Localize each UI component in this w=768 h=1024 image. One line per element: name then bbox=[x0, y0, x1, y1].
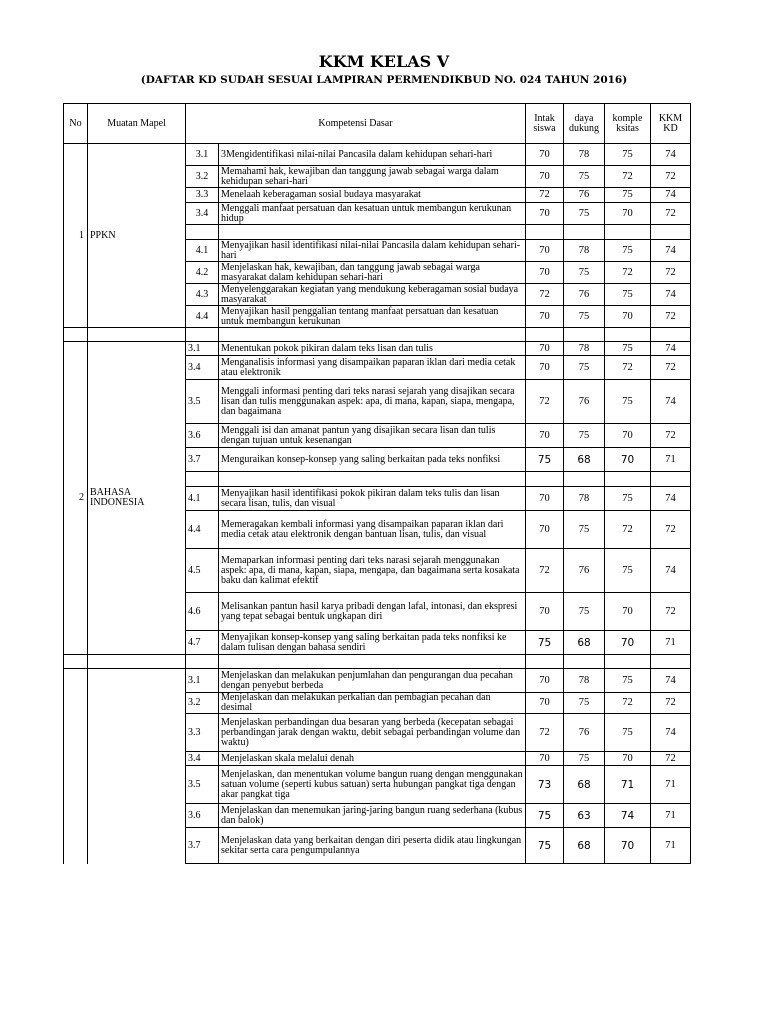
kd-description bbox=[219, 472, 526, 487]
kompleksitas-value: 75 bbox=[605, 669, 651, 693]
kd-description: Menyelenggarakan kegiatan yang mendukung keberagaman sosial budaya masyarakat bbox=[219, 284, 526, 306]
kkm-value: 74 bbox=[651, 188, 691, 203]
empty-cell bbox=[564, 328, 605, 342]
kkm-value: 74 bbox=[651, 487, 691, 511]
separator-row bbox=[64, 328, 691, 342]
kompleksitas-value bbox=[605, 225, 651, 240]
intake-value: 70 bbox=[526, 487, 564, 511]
table-row bbox=[64, 669, 691, 693]
kd-code: 4.1 bbox=[186, 487, 219, 511]
kd-code: 4.4 bbox=[186, 306, 219, 328]
kd-code: 3.1 bbox=[186, 144, 219, 166]
kd-description: Menjelaskan dan melakukan penjumlahan dan pengurangan dua pecahan dengan penyebut berbeda bbox=[219, 669, 526, 693]
kd-description: Menganalisis informasi yang disampaikan paparan iklan dari media cetak atau elektronik bbox=[219, 356, 526, 380]
kd-code: 3.1 bbox=[186, 342, 219, 356]
header-daya-dukung: daya dukung bbox=[564, 104, 605, 144]
kompleksitas-value: 71 bbox=[605, 766, 651, 804]
kd-code: 3.5 bbox=[186, 766, 219, 804]
kompleksitas-value: 72 bbox=[605, 511, 651, 549]
empty-cell bbox=[186, 328, 219, 342]
daya-dukung-value: 75 bbox=[564, 306, 605, 328]
daya-dukung-value: 78 bbox=[564, 240, 605, 262]
kkm-value: 72 bbox=[651, 593, 691, 631]
kkm-value: 71 bbox=[651, 631, 691, 655]
kd-code: 3.3 bbox=[186, 188, 219, 203]
kkm-value: 71 bbox=[651, 766, 691, 804]
kompleksitas-value: 72 bbox=[605, 166, 651, 188]
kd-code: 3.6 bbox=[186, 424, 219, 448]
kompleksitas-value: 75 bbox=[605, 144, 651, 166]
daya-dukung-value: 75 bbox=[564, 424, 605, 448]
kd-code: 3.4 bbox=[186, 752, 219, 766]
kd-description: 3Mengidentifikasi nilai-nilai Pancasila dalam kehidupan sehari-hari bbox=[219, 144, 526, 166]
intake-value bbox=[526, 225, 564, 240]
empty-cell bbox=[64, 655, 88, 669]
kd-description: Menggali isi dan amanat pantun yang disajikan secara lisan dan tulis dengan tujuan untuk kesenangan bbox=[219, 424, 526, 448]
intake-value: 70 bbox=[526, 356, 564, 380]
kd-code: 4.5 bbox=[186, 549, 219, 593]
intake-value: 72 bbox=[526, 549, 564, 593]
kompleksitas-value: 72 bbox=[605, 356, 651, 380]
kkm-value: 74 bbox=[651, 284, 691, 306]
kompleksitas-value: 75 bbox=[605, 714, 651, 752]
header-no: No bbox=[64, 104, 88, 144]
intake-value: 70 bbox=[526, 752, 564, 766]
kd-code: 4.4 bbox=[186, 511, 219, 549]
kompleksitas-value: 70 bbox=[605, 306, 651, 328]
daya-dukung-value: 75 bbox=[564, 593, 605, 631]
kd-code bbox=[186, 225, 219, 240]
kkm-value: 72 bbox=[651, 306, 691, 328]
kd-description: Menjelaskan skala melalui denah bbox=[219, 752, 526, 766]
kd-description: Menyajikan hasil penggalian tentang manfaat persatuan dan kesatuan untuk membangun kerukunan bbox=[219, 306, 526, 328]
daya-dukung-value: 78 bbox=[564, 342, 605, 356]
daya-dukung-value: 76 bbox=[564, 188, 605, 203]
kompleksitas-value: 70 bbox=[605, 828, 651, 864]
intake-value: 75 bbox=[526, 804, 564, 828]
kkm-value bbox=[651, 472, 691, 487]
kompleksitas-value: 72 bbox=[605, 693, 651, 714]
kompleksitas-value: 75 bbox=[605, 284, 651, 306]
daya-dukung-value: 68 bbox=[564, 828, 605, 864]
intake-value: 72 bbox=[526, 188, 564, 203]
kd-code: 3.4 bbox=[186, 356, 219, 380]
kompleksitas-value bbox=[605, 472, 651, 487]
empty-cell bbox=[186, 655, 219, 669]
kkm-value: 72 bbox=[651, 356, 691, 380]
kd-code: 3.2 bbox=[186, 693, 219, 714]
kkm-value: 72 bbox=[651, 511, 691, 549]
daya-dukung-value: 76 bbox=[564, 284, 605, 306]
row-number: 1 bbox=[64, 144, 88, 328]
kompleksitas-value: 72 bbox=[605, 262, 651, 284]
kd-description: Menyajikan konsep-konsep yang saling berkaitan pada teks nonfiksi ke dalam tulisan dengan bahasa sendiri bbox=[219, 631, 526, 655]
kd-code: 4.2 bbox=[186, 262, 219, 284]
kd-code: 3.4 bbox=[186, 203, 219, 225]
empty-cell bbox=[651, 655, 691, 669]
muatan-mapel bbox=[88, 669, 186, 864]
kd-description: Memaparkan informasi penting dari teks narasi sejarah menggunakan aspek: apa, di mana, kapan, siapa, mengapa, dan bagaimana serta kosakata baku dan kalimat efektif bbox=[219, 549, 526, 593]
page-title: KKM KELAS V bbox=[318, 52, 450, 71]
daya-dukung-value: 76 bbox=[564, 714, 605, 752]
kompleksitas-value: 70 bbox=[605, 752, 651, 766]
header-kompetensi-dasar: Kompetensi Dasar bbox=[186, 104, 526, 144]
daya-dukung-value bbox=[564, 225, 605, 240]
kkm-value bbox=[651, 225, 691, 240]
empty-cell bbox=[219, 328, 526, 342]
kd-code: 4.7 bbox=[186, 631, 219, 655]
intake-value: 70 bbox=[526, 203, 564, 225]
kompleksitas-value: 74 bbox=[605, 804, 651, 828]
daya-dukung-value: 75 bbox=[564, 752, 605, 766]
kompleksitas-value: 70 bbox=[605, 203, 651, 225]
kd-description: Menelaah keberagaman sosial budaya masyarakat bbox=[219, 188, 526, 203]
intake-value: 70 bbox=[526, 240, 564, 262]
empty-cell bbox=[64, 328, 88, 342]
kd-description: Memahami hak, kewajiban dan tanggung jawab sebagai warga dalam kehidupan sehari-hari bbox=[219, 166, 526, 188]
kkm-value: 72 bbox=[651, 424, 691, 448]
daya-dukung-value: 75 bbox=[564, 693, 605, 714]
kd-code: 4.6 bbox=[186, 593, 219, 631]
kd-description: Melisankan pantun hasil karya pribadi dengan lafal, intonasi, dan ekspresi yang tepat sebagai bentuk ungkapan diri bbox=[219, 593, 526, 631]
kompleksitas-value: 75 bbox=[605, 342, 651, 356]
daya-dukung-value: 76 bbox=[564, 549, 605, 593]
kkm-value: 72 bbox=[651, 203, 691, 225]
kkm-value: 72 bbox=[651, 693, 691, 714]
kd-description: Memeragakan kembali informasi yang disampaikan paparan iklan dari media cetak atau elektronik dengan bantuan lisan, tulis, dan visual bbox=[219, 511, 526, 549]
daya-dukung-value: 68 bbox=[564, 631, 605, 655]
row-number bbox=[64, 669, 88, 864]
intake-value: 72 bbox=[526, 714, 564, 752]
intake-value: 72 bbox=[526, 284, 564, 306]
kompleksitas-value: 75 bbox=[605, 380, 651, 424]
empty-cell bbox=[219, 655, 526, 669]
muatan-mapel: BAHASA INDONESIA bbox=[88, 342, 186, 655]
kkm-value: 71 bbox=[651, 828, 691, 864]
daya-dukung-value: 78 bbox=[564, 144, 605, 166]
empty-cell bbox=[605, 655, 651, 669]
kd-description: Menguraikan konsep-konsep yang saling berkaitan pada teks nonfiksi bbox=[219, 448, 526, 472]
intake-value: 70 bbox=[526, 342, 564, 356]
daya-dukung-value: 75 bbox=[564, 356, 605, 380]
kkm-value: 72 bbox=[651, 166, 691, 188]
kkm-value: 74 bbox=[651, 549, 691, 593]
kd-code: 3.7 bbox=[186, 828, 219, 864]
daya-dukung-value: 78 bbox=[564, 487, 605, 511]
daya-dukung-value: 68 bbox=[564, 448, 605, 472]
intake-value: 75 bbox=[526, 631, 564, 655]
daya-dukung-value: 68 bbox=[564, 766, 605, 804]
kd-description: Menjelaskan perbandingan dua besaran yang berbeda (kecepatan sebagai perbandingan jarak dengan waktu, debit sebagai perbandingan volume dan waktu) bbox=[219, 714, 526, 752]
kkm-value: 72 bbox=[651, 262, 691, 284]
intake-value: 70 bbox=[526, 669, 564, 693]
kkm-value: 74 bbox=[651, 144, 691, 166]
intake-value: 70 bbox=[526, 262, 564, 284]
daya-dukung-value: 75 bbox=[564, 262, 605, 284]
kd-description: Menjelaskan, dan menentukan volume bangun ruang dengan menggunakan satuan volume (seperti kubus satuan) serta hubungan pangkat tiga dengan akar pangkat tiga bbox=[219, 766, 526, 804]
kd-code: 3.5 bbox=[186, 380, 219, 424]
kd-code: 3.6 bbox=[186, 804, 219, 828]
kkm-value: 74 bbox=[651, 669, 691, 693]
header-kompleksitas: komple ksitas bbox=[605, 104, 651, 144]
kkm-value: 74 bbox=[651, 240, 691, 262]
header-kkm: KKM KD bbox=[651, 104, 691, 144]
kd-description: Menggali informasi penting dari teks narasi sejarah yang disajikan secara lisan dan tulis menggunakan aspek: apa, di mana, kapan, siapa, mengapa, dan bagaimana bbox=[219, 380, 526, 424]
empty-cell bbox=[564, 655, 605, 669]
table-row bbox=[64, 144, 691, 166]
kd-description: Menentukan pokok pikiran dalam teks lisan dan tulis bbox=[219, 342, 526, 356]
header-intake: Intak siswa bbox=[526, 104, 564, 144]
daya-dukung-value: 75 bbox=[564, 166, 605, 188]
kd-code: 3.2 bbox=[186, 166, 219, 188]
empty-cell bbox=[526, 655, 564, 669]
separator-row bbox=[64, 655, 691, 669]
kd-code: 3.7 bbox=[186, 448, 219, 472]
intake-value: 75 bbox=[526, 828, 564, 864]
kd-description: Menjelaskan hak, kewajiban, dan tanggung jawab sebagai warga masyarakat dalam kehidupan sehari-hari bbox=[219, 262, 526, 284]
kompleksitas-value: 75 bbox=[605, 549, 651, 593]
table-header-row bbox=[64, 104, 691, 144]
kd-description: Menyajikan hasil identifikasi nilai-nilai Pancasila dalam kehidupan sehari-hari bbox=[219, 240, 526, 262]
intake-value: 70 bbox=[526, 593, 564, 631]
daya-dukung-value: 78 bbox=[564, 669, 605, 693]
empty-cell bbox=[88, 328, 186, 342]
row-number: 2 bbox=[64, 342, 88, 655]
kd-description: Menjelaskan dan melakukan perkalian dan pembagian pecahan dan desimal bbox=[219, 693, 526, 714]
daya-dukung-value bbox=[564, 472, 605, 487]
kkm-value: 74 bbox=[651, 714, 691, 752]
kompleksitas-value: 75 bbox=[605, 188, 651, 203]
kompleksitas-value: 75 bbox=[605, 487, 651, 511]
page-subtitle: (DAFTAR KD SUDAH SESUAI LAMPIRAN PERMENDIKBUD NO. 024 TAHUN 2016) bbox=[140, 74, 628, 86]
kd-description: Menggali manfaat persatuan dan kesatuan untuk membangun kerukunan hidup bbox=[219, 203, 526, 225]
intake-value: 70 bbox=[526, 511, 564, 549]
daya-dukung-value: 75 bbox=[564, 203, 605, 225]
kompleksitas-value: 70 bbox=[605, 593, 651, 631]
kd-description: Menyajikan hasil identifikasi pokok pikiran dalam teks tulis dan lisan secara lisan, tulis, dan visual bbox=[219, 487, 526, 511]
intake-value: 72 bbox=[526, 380, 564, 424]
muatan-mapel: PPKN bbox=[88, 144, 186, 328]
intake-value: 70 bbox=[526, 166, 564, 188]
table-row bbox=[64, 342, 691, 356]
header-mapel: Muatan Mapel bbox=[88, 104, 186, 144]
kompleksitas-value: 75 bbox=[605, 240, 651, 262]
intake-value: 70 bbox=[526, 144, 564, 166]
intake-value: 73 bbox=[526, 766, 564, 804]
kkm-value: 71 bbox=[651, 804, 691, 828]
daya-dukung-value: 76 bbox=[564, 380, 605, 424]
kd-description: Menjelaskan dan menemukan jaring-jaring bangun ruang sederhana (kubus dan balok) bbox=[219, 804, 526, 828]
kd-code: 3.1 bbox=[186, 669, 219, 693]
intake-value: 75 bbox=[526, 448, 564, 472]
kkm-table bbox=[63, 103, 691, 864]
empty-cell bbox=[605, 328, 651, 342]
kkm-value: 72 bbox=[651, 752, 691, 766]
kkm-value: 74 bbox=[651, 342, 691, 356]
kompleksitas-value: 70 bbox=[605, 424, 651, 448]
kkm-value: 74 bbox=[651, 380, 691, 424]
kd-code: 3.3 bbox=[186, 714, 219, 752]
empty-cell bbox=[526, 328, 564, 342]
kd-code bbox=[186, 472, 219, 487]
intake-value: 70 bbox=[526, 424, 564, 448]
intake-value: 70 bbox=[526, 693, 564, 714]
empty-cell bbox=[88, 655, 186, 669]
daya-dukung-value: 63 bbox=[564, 804, 605, 828]
kd-description: Menjelaskan data yang berkaitan dengan diri peserta didik atau lingkungan sekitar serta cara pengumpulannya bbox=[219, 828, 526, 864]
daya-dukung-value: 75 bbox=[564, 511, 605, 549]
kd-code: 4.3 bbox=[186, 284, 219, 306]
kd-code: 4.1 bbox=[186, 240, 219, 262]
intake-value bbox=[526, 472, 564, 487]
kkm-value: 71 bbox=[651, 448, 691, 472]
kompleksitas-value: 70 bbox=[605, 448, 651, 472]
empty-cell bbox=[651, 328, 691, 342]
intake-value: 70 bbox=[526, 306, 564, 328]
kompleksitas-value: 70 bbox=[605, 631, 651, 655]
kd-description bbox=[219, 225, 526, 240]
